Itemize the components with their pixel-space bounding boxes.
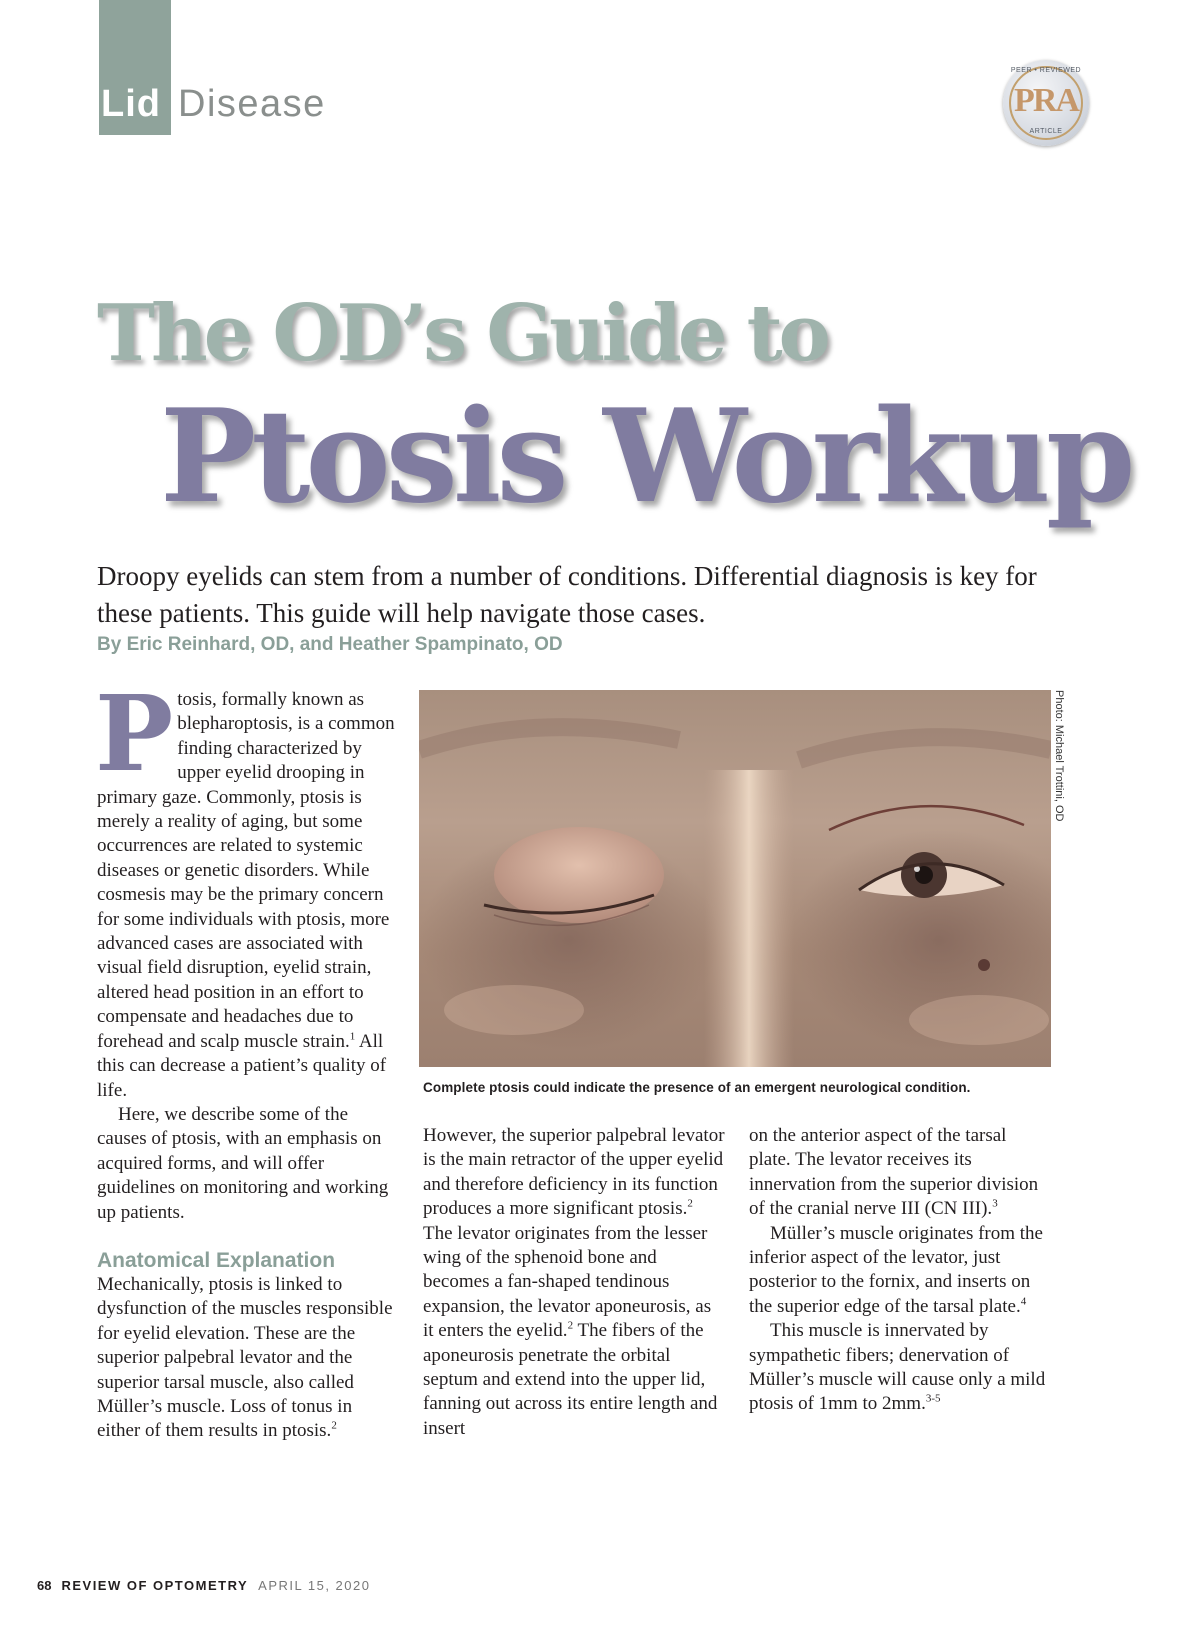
peer-reviewed-badge-icon <box>1003 60 1089 146</box>
reference-superscript: 3 <box>992 1197 998 1210</box>
body-paragraph-6 <box>749 1222 1051 1320</box>
subhead-anatomical-explanation: Anatomical Explanation <box>97 1248 336 1272</box>
body-column-2 <box>423 1124 725 1441</box>
reference-superscript: 3-5 <box>925 1393 941 1406</box>
body-paragraph-7 <box>749 1319 1051 1417</box>
photo-credit-text: Photo: Michael Trottini, OD <box>1053 690 1065 822</box>
body-column-3 <box>749 1124 1051 1417</box>
article-dek: Droopy eyelids can stem from a number of conditions. Differential diagnosis is key for these patients. This guide will help navigate those cases. <box>97 561 1037 628</box>
body-text: Mechanically, ptosis is linked to dysfunction of the muscles responsible for eyelid elevation. These are the superior palpebral levator and the superior tarsal muscle, also called Müller’s muscle. Loss of tonus in either of them results in ptosis. <box>97 1273 393 1442</box>
patient-eyes-photo <box>419 690 1051 1067</box>
body-paragraph-2: Here, we describe some of the causes of ptosis, with an emphasis on acquired forms, and will offer guidelines on monitoring and working up patients. <box>97 1103 389 1223</box>
article-byline: By Eric Reinhard, OD, and Heather Spampinato, OD <box>97 634 563 655</box>
body-text: The fibers of the aponeurosis penetrate the orbital septum and extend into the upper lid, fanning out across its entire length and insert <box>423 1320 718 1439</box>
badge-top-text: PEER • REVIEWED <box>1010 67 1082 74</box>
issue-date: APRIL 15, 2020 <box>258 1578 371 1593</box>
body-text: tosis, formally known as blepharoptosis, is a common finding characterized by upper eyelid drooping in primary gaze. Commonly, ptosis is merely a reality of aging, but some occurrences are related to systemic diseases or genetic disorders. While cosmesis may be the primary concern for some individuals with ptosis, more advanced cases are associated with visual field disruption, eyelid strain, altered head position in an effort to compensate and headaches due to forehead and scalp muscle strain. <box>97 689 395 1052</box>
body-text: All this can decrease a patient’s quality of life. <box>97 1030 387 1101</box>
headline-line-2: Ptosis Workup <box>160 382 1131 532</box>
reference-superscript: 2 <box>687 1197 693 1210</box>
reference-superscript: 4 <box>1020 1295 1027 1308</box>
page-number: 68 <box>37 1578 52 1593</box>
ptosis-photo-illustration <box>419 690 1051 1067</box>
body-text: The levator originates from the lesser wing of the sphenoid bone and becomes a fan-shaped tendinous expansion, the levator aponeurosis, as it enters the eyelid. <box>423 1222 712 1342</box>
body-column-1 <box>95 672 397 1444</box>
photo-caption: Complete ptosis could indicate the presence of an emergent neurological condition. <box>423 1080 971 1095</box>
reference-superscript: 2 <box>331 1420 337 1433</box>
page-footer <box>37 1578 370 1593</box>
publication-name: REVIEW OF OPTOMETRY <box>61 1578 249 1593</box>
body-text: on the anterior aspect of the tarsal plate. The levator receives its innervation from the superior division of the cranial nerve III (CN III). <box>749 1125 1039 1220</box>
body-paragraph-3 <box>97 1273 397 1444</box>
headline-line-1: The OD’s Guide to <box>97 288 827 379</box>
section-label-disease: Disease <box>178 83 326 125</box>
drop-cap: P <box>95 672 174 795</box>
body-paragraph-4 <box>423 1124 725 1441</box>
reference-superscript: 2 <box>567 1319 574 1332</box>
body-text: Müller’s muscle originates from the inferior aspect of the levator, just posterior to the fornix, and inserts on the superior edge of the tarsal plate. <box>749 1222 1043 1317</box>
section-label-lid: Lid <box>101 83 161 125</box>
body-paragraph-5 <box>749 1124 1051 1222</box>
badge-bottom-text: ARTICLE <box>1029 128 1063 135</box>
reference-superscript: 1 <box>349 1030 356 1043</box>
badge-mark: PRA <box>1014 82 1078 119</box>
body-paragraph-1 <box>95 672 397 1103</box>
body-text: However, the superior palpebral levator is the main retractor of the upper eyelid and therefore deficiency in its function produces a more significant ptosis. <box>423 1125 725 1220</box>
photo-credit <box>1049 690 1065 822</box>
body-text: This muscle is innervated by sympathetic fibers; denervation of Müller’s muscle will cause only a mild ptosis of 1mm to 2mm. <box>749 1320 1046 1415</box>
